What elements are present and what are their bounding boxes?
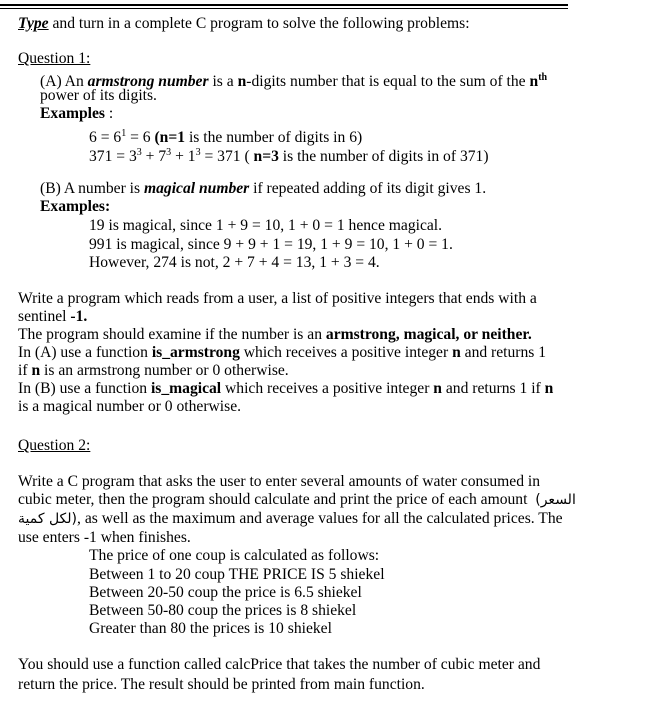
q2-line3 — [18, 510, 563, 528]
q1-para1-line2 — [18, 308, 87, 326]
q1-ex2-s1: 3 — [136, 147, 142, 158]
q1-para1-line1: Write a program which reads from a user, a list of positive integers that ends with a — [18, 290, 537, 307]
q1-b-example-2: 991 is magical, since 9 + 9 + 1 = 19, 1 + 9 = 10, 1 + 0 = 1. — [89, 236, 453, 253]
q1-ex1-a: 6 = 6 — [89, 129, 122, 147]
q1-ex2-e: is the number of digits in of 371) — [278, 148, 489, 166]
q1-p4-pre: if — [18, 362, 32, 379]
q2-line1: Write a C program that asks the user to enter several amounts of water consumed in — [18, 473, 541, 490]
q1-p1-l2-pre: sentinel — [18, 308, 71, 325]
q1-a-line2: power of its digits. — [40, 87, 157, 104]
q1-b-post: if repeated adding of its digit gives 1. — [249, 180, 487, 197]
q1-ex1-c: is the number of digits in 6) — [185, 129, 363, 147]
q1-p5-post: and returns 1 if — [441, 380, 545, 397]
q1-a-term: armstrong number — [87, 73, 209, 91]
q1-ex1-b: = 6 — [126, 129, 155, 147]
q1-a-mid: is a — [208, 73, 238, 91]
q1-p2-pre: The program should examine if the number is an — [18, 326, 326, 343]
q2-line4: use enters -1 when finishes. — [18, 529, 191, 546]
q1-ex2-bold: n=3 — [253, 148, 279, 166]
q1-p3-post: and returns 1 — [460, 344, 547, 361]
q1-para6: is a magical number or 0 otherwise. — [18, 398, 242, 415]
q1-para5 — [18, 380, 553, 398]
q1-p3-mid: which receives a positive integer — [239, 344, 453, 361]
q1-example-2 — [89, 144, 489, 166]
intro-line — [18, 15, 470, 33]
q1-p4-n: n — [31, 362, 41, 379]
q1-p3-n: n — [452, 344, 461, 361]
q2-function-line2: return the price. The result should be printed from main function. — [18, 676, 425, 693]
q1-ex1-sup: 1 — [121, 128, 127, 139]
q1-p4-post: is an armstrong number or 0 otherwise. — [40, 362, 289, 379]
q1-p3-pre: In (A) use a function — [18, 344, 152, 361]
q1-p5-fn: is_magical — [150, 380, 222, 397]
q2-price-line-4: Greater than 80 the prices is 10 shiekel — [89, 620, 332, 637]
intro-type-word: Type — [18, 15, 49, 32]
q1-p5-n: n — [433, 380, 442, 397]
top-rule-thick — [0, 4, 568, 6]
q1-ex2-s2: 3 — [166, 147, 172, 158]
q1-p2-bold: armstrong, magical, or neither. — [325, 326, 532, 343]
q1-para2 — [18, 326, 532, 344]
q2-l2-pre: cubic meter, then the program should calculate and print the price of each amount — [18, 491, 528, 508]
q1-a-post: -digits number that is equal to the sum of the — [246, 73, 530, 91]
question-1-title: Question 1: — [18, 50, 91, 67]
q1-examples-word: Examples — [40, 105, 105, 122]
q2-price-line-2: Between 20-50 coup the price is 6.5 shiekel — [89, 584, 362, 601]
top-rule-thin — [0, 8, 568, 9]
q1-b-pre: (B) A number is — [40, 180, 144, 197]
q2-l3-arabic: (لكل كمية — [18, 511, 78, 527]
q1-b-line — [40, 180, 486, 198]
q1-ex2-s3: 3 — [195, 147, 201, 158]
q1-examples-2-label: Examples: — [40, 198, 111, 215]
q2-price-line-1: Between 1 to 20 coup THE PRICE IS 5 shiekel — [89, 566, 385, 583]
q1-ex2-b: + 7 — [141, 148, 167, 166]
q1-a-pre: (A) An — [40, 73, 88, 91]
q1-examples-label — [40, 105, 113, 123]
q1-b-term: magical number — [143, 180, 250, 197]
q1-examples-colon: : — [104, 105, 114, 122]
q1-p5-n2: n — [544, 380, 554, 397]
q2-l3-post: , as well as the maximum and average values for all the calculated prices. The — [77, 510, 563, 527]
q2-l2-arabic: السعر) — [535, 492, 576, 508]
q1-a-nth-sup: th — [538, 72, 548, 83]
q2-price-line-0: The price of one coup is calculated as follows: — [89, 547, 380, 564]
q1-p1-l2-bold: -1. — [70, 308, 88, 325]
q1-a-n: n — [237, 73, 247, 91]
q2-price-line-3: Between 50-80 coup the prices is 8 shiekel — [89, 602, 357, 619]
q2-line2 — [18, 491, 576, 509]
intro-text: and turn in a complete C program to solve the following problems: — [48, 15, 470, 32]
q1-p3-fn: is_armstrong — [151, 344, 240, 361]
q2-function-line1: You should use a function called calcPrice that takes the number of cubic meter and — [18, 656, 541, 673]
question-2-title: Question 2: — [18, 437, 91, 454]
q1-ex2-d: = 371 ( — [200, 148, 254, 166]
q1-b-example-1: 19 is magical, since 1 + 9 = 10, 1 + 0 = 1 hence magical. — [89, 217, 443, 234]
q1-p5-mid: which receives a positive integer — [221, 380, 434, 397]
q1-ex2-c: + 1 — [171, 148, 196, 166]
q1-a-nth-base: n — [529, 73, 539, 91]
q1-para3 — [18, 344, 546, 362]
q1-p5-pre: In (B) use a function — [18, 380, 151, 397]
q1-ex2-a: 371 = 3 — [89, 148, 137, 166]
q1-para4 — [18, 362, 289, 380]
q1-b-example-3: However, 274 is not, 2 + 7 + 4 = 13, 1 + 3 = 4. — [89, 254, 380, 271]
q1-ex1-bold: (n=1 — [154, 129, 186, 147]
